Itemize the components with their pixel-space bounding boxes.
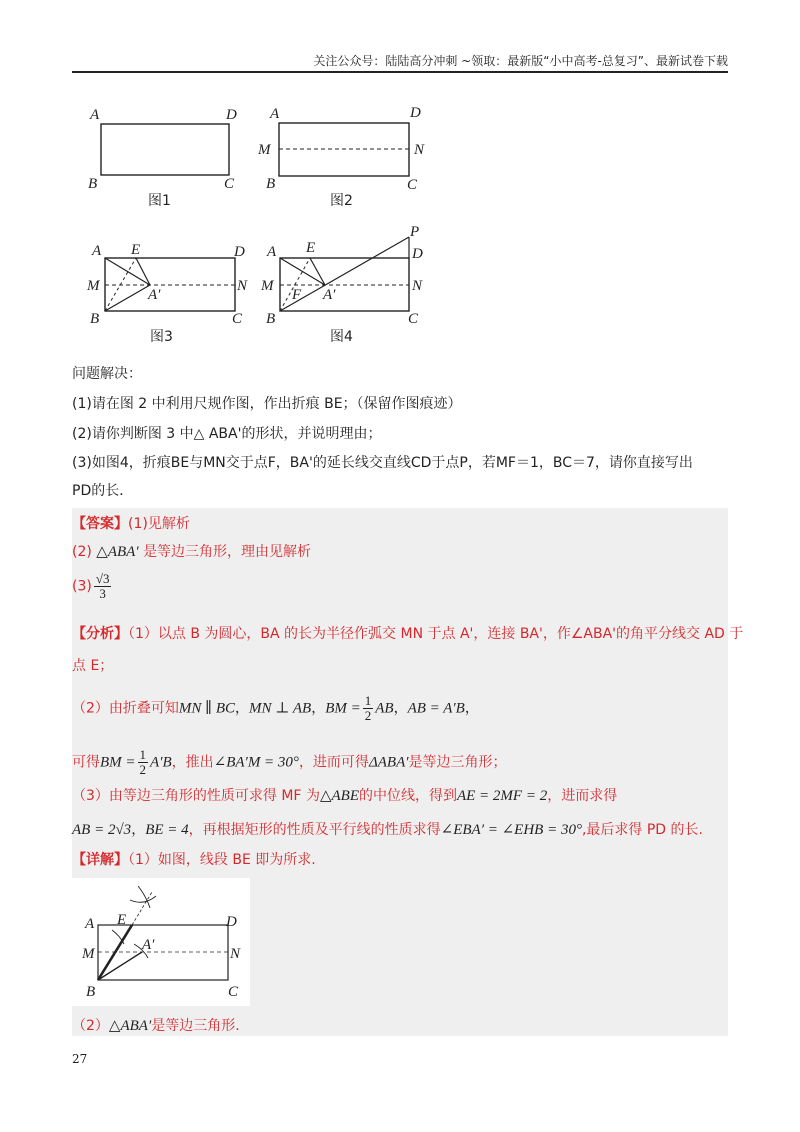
question-1: (1)请在图 2 中利用尺规作图，作出折痕 BE；（保留作图痕迹） bbox=[72, 396, 462, 412]
analysis-p2-m4: AB bbox=[375, 700, 394, 717]
detail-1: （1）如图，线段 BE 即为所求. bbox=[128, 852, 316, 868]
analysis-p2b-text1: ，推出 bbox=[171, 754, 214, 771]
answer-3-numerator: √3 bbox=[95, 571, 110, 586]
figure-3 bbox=[86, 242, 248, 345]
detail-label-m: M bbox=[82, 946, 95, 962]
fig4-label-d: D bbox=[412, 246, 423, 262]
analysis-line-3 bbox=[72, 748, 507, 777]
analysis-p3b-text2: ,最后求得 PD 的长. bbox=[581, 822, 703, 838]
answer-2-prefix: (2) bbox=[72, 544, 92, 560]
answer-line-1 bbox=[72, 514, 190, 534]
analysis-p3b-m2: BE = 4 bbox=[145, 822, 189, 838]
analysis-p2-prefix: （2）由折叠可知 bbox=[72, 700, 179, 717]
detail-line-2 bbox=[72, 1016, 240, 1036]
analysis-p2b-text2: ，进而可得 bbox=[298, 754, 369, 771]
analysis-p2-frac-den: 2 bbox=[364, 708, 372, 723]
fig4-label-e: E bbox=[306, 240, 316, 256]
detail-tag: 【详解】 bbox=[72, 852, 128, 868]
fig3-label-a-prime: A′ bbox=[148, 287, 161, 303]
fig2-label-b: B bbox=[266, 176, 276, 192]
analysis-p3b-text1: ，再根据矩形的性质及平行线的性质求得 bbox=[188, 822, 441, 838]
analysis-line-5: AB = 2√3，BE = 4，再根据矩形的性质及平行线的性质求得∠EBA′ = ∠EHB = 30°,最后求得 PD 的长. bbox=[72, 822, 703, 838]
figure-2 bbox=[257, 105, 425, 209]
analysis-line-2: （2）由折叠可知MN ∥ BC，MN ⊥ AB，BM = $\frac{1}{2}$ AB，AB = A′B， bbox=[72, 693, 479, 723]
analysis-p2-fraction bbox=[363, 694, 374, 723]
analysis-line-1 bbox=[72, 624, 743, 644]
analysis-p3b-m1: AB = 2√3 bbox=[72, 822, 132, 838]
fig4-label-f: F bbox=[292, 287, 302, 303]
fig3-label-b: B bbox=[90, 311, 100, 327]
fig4-label-n: N bbox=[412, 278, 423, 294]
answer-2-text: 是等边三角形，理由见解析 bbox=[143, 544, 312, 560]
fig1-label-a: A bbox=[90, 107, 100, 123]
analysis-p3-m1: △ABE bbox=[319, 788, 359, 804]
analysis-p2b-frac-num: 1 bbox=[139, 747, 147, 762]
fig1-label-d: D bbox=[226, 107, 237, 123]
question-3-line1: (3)如图4，折痕BE与MN交于点F，BA'的延长线交直线CD于点P，若MF＝1，BC＝7，请你直接写出 bbox=[72, 455, 693, 471]
analysis-p2-m2: MN ⊥ AB bbox=[249, 700, 312, 717]
fig2-label-n: N bbox=[414, 142, 425, 158]
analysis-p2b-m2: A′B bbox=[150, 754, 172, 771]
analysis-p2-m1: MN ∥ BC bbox=[178, 700, 236, 717]
detail-line-1 bbox=[72, 850, 316, 870]
answer-3-prefix: (3) bbox=[72, 578, 92, 595]
fig2-label-c: C bbox=[407, 177, 418, 193]
fig2-label-m: M bbox=[258, 142, 271, 158]
fig2-caption: 图2 bbox=[330, 193, 353, 209]
analysis-p2b-frac-den: 2 bbox=[139, 762, 147, 777]
fig3-caption: 图3 bbox=[150, 329, 173, 345]
fig4-label-b: B bbox=[266, 311, 276, 327]
fig2-label-a: A bbox=[270, 106, 280, 122]
detail-figure-svg bbox=[72, 878, 250, 1006]
fig4-label-a: A bbox=[267, 244, 277, 260]
answer-line-3 bbox=[72, 572, 113, 601]
fig3-label-e: E bbox=[131, 242, 141, 258]
question-intro: 问题解决： bbox=[72, 366, 142, 382]
fig2-label-d: D bbox=[410, 105, 421, 121]
fig1-label-c: C bbox=[224, 176, 235, 192]
fig4-label-p: P bbox=[410, 224, 420, 240]
fig4-label-a-prime: A′ bbox=[323, 287, 336, 303]
fig1-label-b: B bbox=[88, 176, 98, 192]
detail-label-d: D bbox=[226, 914, 237, 930]
analysis-p3-text2: ，进而求得 bbox=[547, 788, 618, 804]
detail-label-n: N bbox=[230, 946, 241, 962]
detail-2-text: 是等边三角形. bbox=[151, 1018, 240, 1034]
detail-label-e: E bbox=[117, 912, 127, 928]
analysis-p2b-m4: ΔABA′ bbox=[368, 754, 409, 771]
analysis-p3-m2: AE = 2MF = 2 bbox=[456, 788, 548, 804]
fig1-caption: 图1 bbox=[148, 193, 171, 209]
analysis-p2-frac-num: 1 bbox=[364, 693, 372, 708]
fig4-label-m: M bbox=[261, 278, 274, 294]
analysis-p2b-prefix: 可得 bbox=[72, 754, 100, 771]
figures-svg bbox=[0, 0, 800, 360]
analysis-p2-m3: BM = bbox=[325, 700, 361, 717]
analysis-p1-line2: 点 E； bbox=[72, 658, 114, 674]
question-2: (2)请你判断图 3 中△ ABA'的形状，并说明理由； bbox=[72, 426, 382, 442]
analysis-p2b-fraction bbox=[138, 748, 149, 777]
analysis-p1-line1: （1）以点 B 为圆心，BA 的长为半径作弧交 MN 于点 A'，连接 BA'，作∠ABA'的角平分线交 AD 于 bbox=[128, 626, 744, 642]
fig3-label-m: M bbox=[87, 278, 100, 294]
fig4-caption: 图4 bbox=[330, 329, 353, 345]
answer-line-2 bbox=[72, 542, 311, 562]
analysis-p2-m5: AB = A′B bbox=[407, 700, 465, 717]
question-3-line2: PD的长． bbox=[72, 483, 134, 499]
detail-figure-panel bbox=[72, 878, 250, 1006]
fig3-label-a: A bbox=[92, 243, 102, 259]
page-number: 27 bbox=[72, 1052, 88, 1066]
analysis-p3b-m3: ∠EBA′ = ∠EHB = 30° bbox=[440, 822, 582, 838]
fig3-label-d: D bbox=[234, 244, 245, 260]
fig3-label-c: C bbox=[232, 311, 243, 327]
fig4-label-c: C bbox=[408, 311, 419, 327]
figure-1 bbox=[88, 107, 237, 209]
figure-4 bbox=[260, 224, 423, 345]
analysis-tag: 【分析】 bbox=[72, 626, 128, 642]
analysis-line-4 bbox=[72, 786, 617, 806]
analysis-p3-text1: 的中位线，得到 bbox=[358, 788, 457, 804]
analysis-p2b-m1: BM = bbox=[100, 754, 136, 771]
detail-label-a-prime: A′ bbox=[142, 937, 155, 953]
answer-3-fraction bbox=[94, 572, 112, 601]
detail-label-b: B bbox=[86, 984, 96, 1000]
answer-tag: 【答案】 bbox=[72, 516, 128, 532]
detail-label-a: A bbox=[85, 916, 95, 932]
answer-2-math: △ABA′ bbox=[96, 544, 139, 560]
analysis-p2b-m3: ∠BA′M = 30° bbox=[213, 754, 299, 771]
page-header: 关注公众号：陆陆高分冲刺 ~领取：最新版“小中高考-总复习”、最新试卷下载 bbox=[313, 54, 728, 68]
analysis-p2b-text3: 是等边三角形； bbox=[408, 754, 507, 771]
answer-1: (1)见解析 bbox=[128, 516, 190, 532]
detail-2-prefix: （2） bbox=[72, 1018, 109, 1034]
analysis-p3-prefix: （3）由等边三角形的性质可求得 MF 为 bbox=[72, 788, 320, 804]
fig3-label-n: N bbox=[237, 278, 248, 294]
detail-2-math: △ABA′ bbox=[108, 1018, 152, 1034]
answer-3-denominator: 3 bbox=[99, 586, 106, 601]
detail-label-c: C bbox=[228, 984, 239, 1000]
